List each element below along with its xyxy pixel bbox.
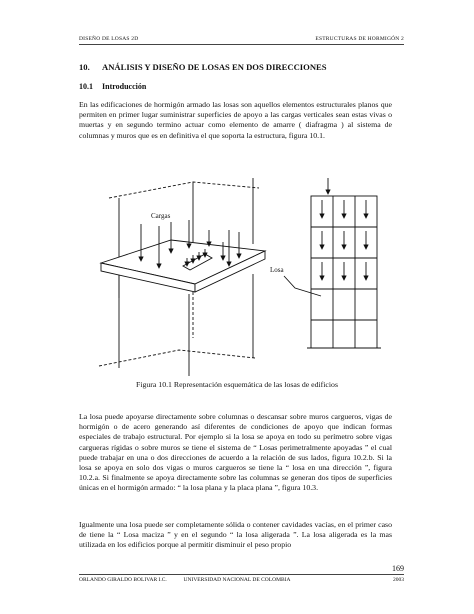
building-frame-drawing xyxy=(284,178,381,348)
footer-rule xyxy=(79,574,404,575)
slab-top-face xyxy=(101,240,265,284)
intro-paragraph: En las edificaciones de hormigón armado las losas son aquellos elementos estructurales planos que permiten en primer lugar suministrar superficies de apoyo a las cargas verticales sean estas vivas o muertas y en segundo termino actuar como elemento de amarre ( diafragma ) al sistema de columnas y muros que es en definitiva el que soporta la estructura, figura 10.1. xyxy=(79,100,392,140)
subsection-number: 10.1 xyxy=(79,82,93,91)
page-number: 169 xyxy=(392,564,404,573)
subsection-heading xyxy=(79,82,146,91)
subsection-title: Introducción xyxy=(102,82,147,91)
label-slab: Losa xyxy=(270,266,284,274)
figure-slab-schematic xyxy=(79,168,404,378)
section-heading xyxy=(79,62,327,72)
support-paragraph: La losa puede apoyarse directamente sobre columnas o descansar sobre muros cargueros, vigas de hormigón o de acero generando así diferentes de condiciones de apoyo que indican formas especiales de trabajo estructural. Por ejemplo si la losa se apoya en todo su perímetro sobre vigas cargueras rígidas o sobre muros se tiene el sistema de “ Losas perimetralmente apoyadas ” el cual puede trabajar en una o dos direcciones de acuerdo a la relación de sus lados, figura 10.2.b. Si la losa se apoya en solo dos vigas o muros cargueros se tiene la “ losa en una dirección ”, figura 10.2.a. Si finalmente se apoya directamente sobre las columnas se generan dos tipos de superficies únicas en el hormigón armado: “ la losa plana y la placa plana ”, figura 10.3. xyxy=(79,412,392,493)
label-loads: Cargas xyxy=(151,212,171,220)
slab-types-paragraph: Igualmente una losa puede ser completamente sólida o contener cavidades vacías, en el primer caso de tiene la “ Losa maciza ” y en el segundo “ la losa aligerada ”. La losa aligerada es la mas utilizada en los edificios porque al permitir disminuir el peso propio xyxy=(79,520,392,550)
footer-author: ORLANDO GIRALDO BOLIVAR I.C. xyxy=(79,577,167,583)
slab-perspective-drawing xyxy=(99,178,265,376)
running-header-left: DISEÑO DE LOSAS 2D xyxy=(79,36,139,42)
section-number: 10. xyxy=(79,62,90,72)
header-rule xyxy=(79,44,404,45)
footer-year: 2003 xyxy=(393,577,404,583)
slab-pointer-line xyxy=(284,276,321,296)
floor-line xyxy=(99,350,255,366)
running-header-right: ESTRUCTURAS DE HORMIGÓN 2 xyxy=(315,36,404,42)
figure-caption: Figura 10.1 Representación esquemática de las losas de edificios xyxy=(135,380,338,389)
section-title: ANÁLISIS Y DISEÑO DE LOSAS EN DOS DIRECCIONES xyxy=(102,62,327,72)
footer-university: UNIVERSIDAD NACIONAL DE COLOMBIA xyxy=(183,577,291,583)
floor-line xyxy=(109,182,259,198)
